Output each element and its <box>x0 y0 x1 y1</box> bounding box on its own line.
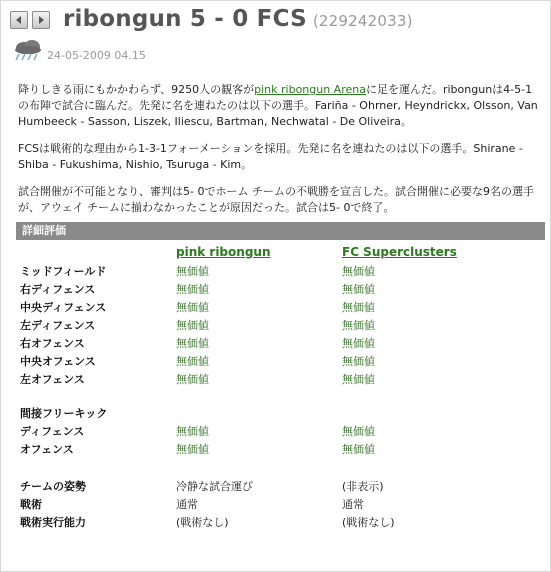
away-rating: 無価値 <box>342 425 375 438</box>
rating-row-central-attack <box>20 353 540 371</box>
back-button[interactable] <box>10 11 28 29</box>
rating-row-set-piece-defense <box>20 423 540 441</box>
home-rating: 無価値 <box>176 373 209 386</box>
home-rating: 無価値 <box>176 425 209 438</box>
home-rating: 無価値 <box>176 265 209 278</box>
set-piece-ratings <box>20 405 540 459</box>
away-rating: 無価値 <box>342 443 375 456</box>
arena-link[interactable]: pink ribongun Arena <box>254 83 366 96</box>
rating-row-left-defense <box>20 317 540 335</box>
tactic-ratings <box>20 478 540 532</box>
report-paragraph-lineup-home <box>18 82 540 130</box>
home-rating: 無価値 <box>176 443 209 456</box>
rating-label: 右ディフェンス <box>20 283 96 296</box>
home-rating: 無価値 <box>176 337 209 350</box>
home-rating: 無価値 <box>176 355 209 368</box>
match-date: 24-05-2009 04.15 <box>47 49 146 62</box>
rating-label: ミッドフィールド <box>20 265 107 278</box>
match-title <box>63 6 413 32</box>
rating-row-team-attitude <box>20 478 540 496</box>
sector-ratings <box>20 263 540 389</box>
report-paragraph-lineup-away: FCSは戦術的な理由から1-3-1フォーメーションを採用。先発に名を連ねたのは以下の選手。Shirane - Shiba - Fukushima, Nishio, Tsuruga - Kim。 <box>18 142 523 171</box>
forward-button[interactable] <box>32 11 50 29</box>
arrow-left-icon <box>14 15 24 25</box>
rating-label: 中央ディフェンス <box>20 301 107 314</box>
home-team-link[interactable]: pink ribongun <box>176 245 271 259</box>
rating-row-right-defense <box>20 281 540 299</box>
match-score-title: ribongun 5 - 0 FCS <box>63 6 307 32</box>
report-text: に足を運んだ。ribongunは4-5-1の布陣で試合に臨んだ。先発に名を連ねたのは以下の選手。Fariña - Ohrner, Heyndrickx, Olsson, Van Humbeeck - Sasson, Liszek, Iliescu, Bartman, Nechwatal - De Oliveira。 <box>18 83 538 128</box>
rating-row-set-piece-attack <box>20 441 540 459</box>
rain-cloud-icon <box>11 39 45 61</box>
away-team-link[interactable]: FC Superclusters <box>342 245 457 259</box>
rating-label: 戦術実行能力 <box>20 516 86 529</box>
rating-label: 戦術 <box>20 498 42 511</box>
home-value: (戦術なし) <box>176 516 229 529</box>
away-value: (戦術なし) <box>342 516 395 529</box>
rating-label: 左オフェンス <box>20 373 85 386</box>
history-nav <box>10 11 50 29</box>
rating-label: 右オフェンス <box>20 337 85 350</box>
home-rating: 無価値 <box>176 283 209 296</box>
rating-label: チームの姿勢 <box>20 480 86 493</box>
rating-row-central-defense <box>20 299 540 317</box>
away-rating: 無価値 <box>342 301 375 314</box>
home-value: 冷静な試合運び <box>176 480 253 493</box>
rating-label: 左ディフェンス <box>20 319 96 332</box>
rating-row-right-attack <box>20 335 540 353</box>
report-text: 降りしきる雨にもかかわらず、9250人の観客が <box>18 83 255 96</box>
away-rating: 無価値 <box>342 337 375 350</box>
set-pieces-title: 間接フリーキック <box>20 407 108 420</box>
ratings-header: 詳細評価 <box>16 222 545 240</box>
match-id: (229242033) <box>312 12 413 30</box>
away-value: (非表示) <box>342 480 384 493</box>
rating-row-tactic-skill <box>20 514 540 532</box>
rating-label: オフェンス <box>20 443 74 456</box>
report-paragraph-result: 試合開催が不可能となり、審判は5- 0でホーム チームの不戦勝を宣言した。試合開催に必要な9名の選手が、アウェイ チームに揃わなかったことが原因だった。試合は5- 0で終了。 <box>18 185 534 214</box>
home-value: 通常 <box>176 498 198 511</box>
arrow-right-icon <box>36 15 46 25</box>
rating-label: ディフェンス <box>20 425 85 438</box>
rating-row-left-attack <box>20 371 540 389</box>
set-pieces-title-row <box>20 405 540 423</box>
away-rating: 無価値 <box>342 319 375 332</box>
away-value: 通常 <box>342 498 364 511</box>
home-rating: 無価値 <box>176 319 209 332</box>
away-rating: 無価値 <box>342 373 375 386</box>
away-rating: 無価値 <box>342 283 375 296</box>
away-rating: 無価値 <box>342 355 375 368</box>
rating-label: 中央オフェンス <box>20 355 96 368</box>
away-rating: 無価値 <box>342 265 375 278</box>
match-report <box>18 82 540 227</box>
home-rating: 無価値 <box>176 301 209 314</box>
rating-row-midfield <box>20 263 540 281</box>
rating-row-tactic <box>20 496 540 514</box>
